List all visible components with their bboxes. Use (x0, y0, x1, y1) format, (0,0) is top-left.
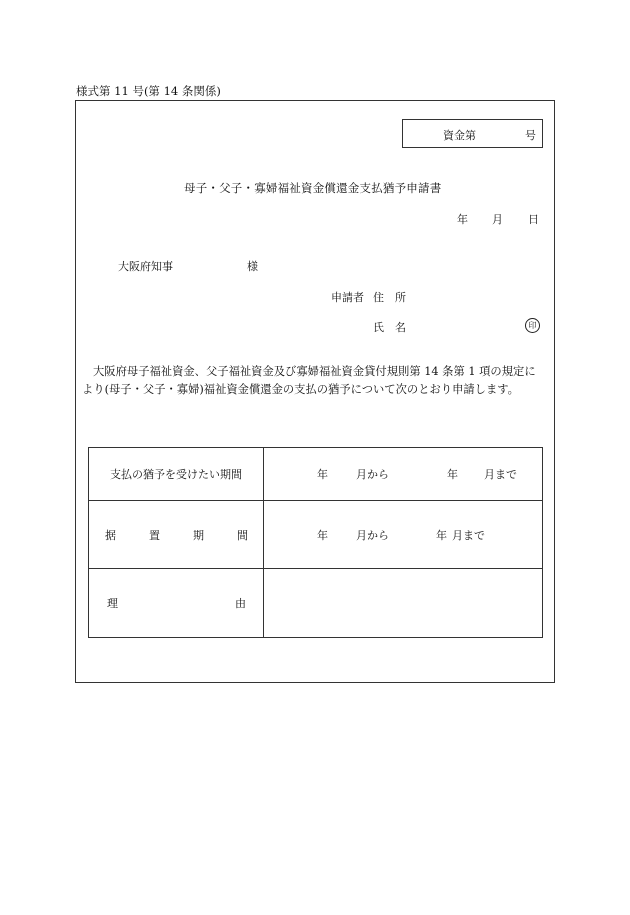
period-year-from: 年 (317, 528, 328, 542)
honorific: 様 (247, 260, 258, 273)
table-value-cell[interactable] (264, 448, 543, 501)
label-char: 由 (235, 597, 246, 610)
date-day: 日 (528, 213, 539, 226)
label-char: 期 (193, 528, 204, 542)
form-number-label: 様式第 11 号(第 14 条関係) (76, 84, 221, 98)
date-year: 年 (457, 213, 468, 226)
postpone-period-label: 支払の猶予を受けたい期間 (110, 468, 242, 481)
table-label-cell (89, 448, 264, 501)
name-label: 氏 名 (373, 321, 406, 334)
period-year-to: 年 (447, 468, 458, 481)
table-label-cell (89, 501, 264, 569)
period-year-to: 年 (436, 528, 447, 542)
body-text-line2: より(母子・父子・寡婦)福祉資金償還金の支払の猶予について次のとおり申請します。 (82, 383, 519, 396)
period-from: 月から (356, 528, 389, 542)
address-label: 住 所 (373, 291, 406, 304)
label-char: 理 (107, 597, 118, 610)
seal-mark: 印 (525, 318, 540, 333)
application-table (88, 447, 543, 638)
period-to: 月まで (484, 468, 517, 481)
table-row (89, 501, 543, 569)
table-row (89, 448, 543, 501)
period-from: 月から (356, 468, 389, 481)
label-char: 据 (105, 528, 116, 542)
label-char: 置 (149, 528, 160, 542)
label-char: 間 (237, 528, 248, 542)
number-prefix: 資金第 (443, 129, 476, 142)
deferment-period-label (89, 527, 263, 543)
form-title: 母子・父子・寡婦福祉資金償還金支払猶予申請書 (184, 181, 442, 195)
document-number-box (402, 119, 543, 148)
applicant-label: 申請者 (331, 291, 364, 304)
body-text-line1: 大阪府母子福祉資金、父子福祉資金及び寡婦福祉資金貸付規則第 14 条第 1 項の規定に (93, 365, 536, 378)
date-month: 月 (492, 213, 503, 226)
addressee: 大阪府知事 (118, 260, 173, 273)
postpone-period-value (264, 466, 542, 482)
table-label-cell (89, 569, 264, 638)
deferment-period-value (264, 527, 542, 543)
reason-label (89, 595, 263, 611)
period-year-from: 年 (317, 468, 328, 481)
number-suffix: 号 (525, 129, 536, 142)
reason-value-cell[interactable] (264, 569, 543, 638)
table-value-cell[interactable] (264, 501, 543, 569)
table-row (89, 569, 543, 638)
period-to: 月まで (452, 528, 485, 542)
